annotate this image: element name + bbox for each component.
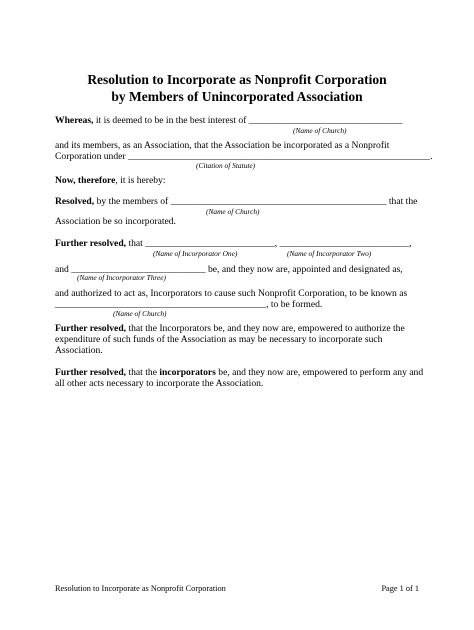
resolved-lead: Resolved, <box>55 196 95 207</box>
further-resolved-2-text: that the Incorporators be, and they now are, empowered to authorize the <box>126 323 405 334</box>
now-therefore-text: , it is hereby: <box>115 175 166 186</box>
further-resolved-1-lead: Further resolved, <box>55 238 127 249</box>
whereas-line-2: and its members, as an Association, that the Association be incorporated as a Nonprofit <box>55 140 390 151</box>
now-therefore-lead: Now, therefore <box>55 175 116 186</box>
further-resolved-3-bold-word: incorporators <box>159 367 216 378</box>
further-resolved-1-line-4[interactable]: ____________________________________________, to be formed. <box>55 299 323 310</box>
whereas-line-1 <box>55 115 425 127</box>
further-resolved-1-text: that ___________________________, ___________________________, <box>126 238 412 249</box>
whereas-line-3[interactable]: Corporation under _______________________________________________________________. <box>55 151 433 162</box>
further-resolved-1-line-2[interactable]: and ____________________________ be, and they now are, appointed and designated as, <box>55 264 403 275</box>
further-resolved-3-lead: Further resolved, <box>55 367 127 378</box>
further-resolved-2-line-2: expenditure of such funds of the Association as may be necessary to incorporate such <box>55 334 383 345</box>
caption-citation-of-statute: (Citation of Statute) <box>196 161 256 170</box>
caption-name-of-church-1: (Name of Church) <box>293 126 347 135</box>
document-title-line-2: by Members of Unincorporated Association <box>111 89 363 104</box>
further-resolved-2-lead: Further resolved, <box>55 323 127 334</box>
caption-incorporator-two: (Name of Incorporator Two) <box>287 249 372 258</box>
further-resolved-3-end: be, and they now are, empowered to perform any and <box>215 367 424 378</box>
now-therefore-line <box>55 175 425 187</box>
further-resolved-3-mid: that the <box>126 367 160 378</box>
footer-page-number: Page 1 of 1 <box>381 584 419 593</box>
caption-name-of-church-2: (Name of Church) <box>206 207 260 216</box>
whereas-text: it is deemed to be in the best interest of <box>93 115 249 126</box>
church-name-blank-1[interactable]: ________________________________ <box>248 115 403 126</box>
footer-document-title: Resolution to Incorporate as Nonprofit Corporation <box>55 584 226 593</box>
further-resolved-2-line-3: Association. <box>55 345 103 356</box>
whereas-lead: Whereas, <box>55 115 94 126</box>
resolved-line-2: Association be so incorporated. <box>55 216 176 227</box>
caption-incorporator-one: (Name of Incorporator One) <box>153 249 238 258</box>
caption-name-of-church-3: (Name of Church) <box>113 309 167 318</box>
further-resolved-1-line-3: and authorized to act as, Incorporators to cause such Nonprofit Corporation, to be known as <box>55 288 408 299</box>
caption-incorporator-three: (Name of Incorporator Three) <box>77 273 167 282</box>
resolved-text: by the members of _____________________________________________ that the <box>94 196 418 207</box>
further-resolved-3-line-2: all other acts necessary to incorporate the Association. <box>55 378 264 389</box>
document-title-line-1: Resolution to Incorporate as Nonprofit Corporation <box>87 72 387 87</box>
